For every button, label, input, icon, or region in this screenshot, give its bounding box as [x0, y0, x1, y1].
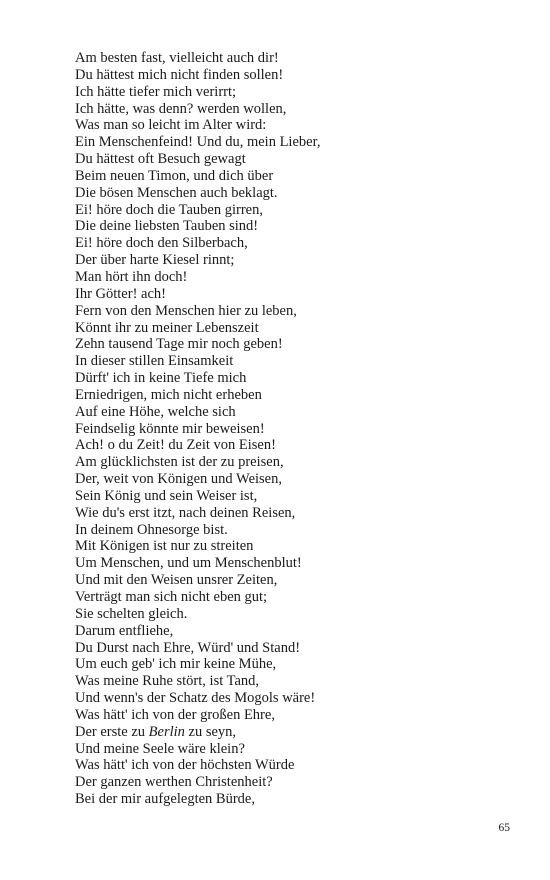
line-text-before: Der erste zu — [75, 723, 149, 740]
poem-line: Was hätt' ich von der großen Ehre, — [75, 706, 275, 723]
poem-line: Am besten fast, vielleicht auch dir! — [75, 50, 279, 66]
poem-line: Und meine Seele wäre klein? — [75, 740, 245, 757]
poem-line: Der über harte Kiesel rinnt; — [75, 252, 235, 269]
poem-line: Fern von den Menschen hier zu leben, — [75, 302, 297, 319]
poem-line: Wie du's erst itzt, nach deinen Reisen, — [75, 504, 296, 521]
poem-line: Zehn tausend Tage mir noch geben! — [75, 336, 283, 353]
poem-line: Ich hätte tiefer mich verirrt; — [75, 83, 237, 100]
poem-line: Dürft' ich in keine Tiefe mich — [75, 370, 247, 387]
poem-line: Ei! höre doch den Silberbach, — [75, 235, 248, 252]
poem-line: In deinem Ohnesorge bist. — [75, 521, 228, 538]
poem-line: Der, weit von Königen und Weisen, — [75, 471, 282, 488]
poem-line: Könnt ihr zu meiner Lebenszeit — [75, 319, 259, 336]
poem-line: In dieser stillen Einsamkeit — [75, 353, 234, 370]
poem-line: Ei! höre doch die Tauben girren, — [75, 201, 263, 218]
line-text-after: zu seyn, — [184, 723, 237, 740]
italic-place-name: Berlin — [148, 723, 185, 740]
poem-line: Du hättest mich nicht finden sollen! — [75, 66, 284, 83]
poem-line: Der ganzen werthen Christenheit? — [75, 774, 273, 791]
poem-line: Ihr Götter! ach! — [75, 285, 166, 302]
poem-line: Und wenn's der Schatz des Mogols wäre! — [75, 690, 316, 707]
poem-line: Was hätt' ich von der höchsten Würde — [75, 757, 295, 774]
poem-line: Und mit den Weisen unsrer Zeiten, — [75, 572, 278, 589]
poem-line: Mit Königen ist nur zu streiten — [75, 538, 254, 555]
poem-line: Die deine liebsten Tauben sind! — [75, 218, 259, 235]
poem-line-berlin — [75, 724, 515, 741]
poem-line: Erniedrigen, mich nicht erheben — [75, 386, 262, 403]
poem-line: Ein Menschenfeind! Und du, mein Lieber, — [75, 134, 321, 151]
poem-line: Du hättest oft Besuch gewagt — [75, 151, 246, 168]
poem-line: Sie schelten gleich. — [75, 605, 188, 622]
poem-line: Um euch geb' ich mir keine Mühe, — [75, 656, 277, 673]
poem-line: Am glücklichsten ist der zu preisen, — [75, 454, 284, 471]
poem-line: Um Menschen, und um Menschenblut! — [75, 555, 302, 572]
page-number: 65 — [498, 822, 510, 834]
poem-line: Ich hätte, was denn? werden wollen, — [75, 100, 287, 117]
poem-line: Feindselig könnte mir beweisen! — [75, 420, 265, 437]
poem-line: Darum entfliehe, — [75, 622, 174, 639]
poem-line: Du Durst nach Ehre, Würd' und Stand! — [75, 639, 301, 656]
poem-line: Die bösen Menschen auch beklagt. — [75, 184, 278, 201]
poem-line: Ach! o du Zeit! du Zeit von Eisen! — [75, 437, 276, 454]
poem-line: Man hört ihn doch! — [75, 268, 188, 285]
poem-line: Beim neuen Timon, und dich über — [75, 167, 274, 184]
poem-line: Verträgt man sich nicht eben gut; — [75, 589, 268, 605]
poem-line: Bei der mir aufgelegten Bürde, — [75, 791, 255, 808]
poem-line: Sein König und sein Weiser ist, — [75, 487, 258, 504]
poem-line: Was man so leicht im Alter wird: — [75, 117, 267, 134]
poem-text — [75, 50, 515, 808]
poem-line: Was meine Ruhe stört, ist Tand, — [75, 673, 260, 690]
poem-line: Auf eine Höhe, welche sich — [75, 403, 236, 420]
